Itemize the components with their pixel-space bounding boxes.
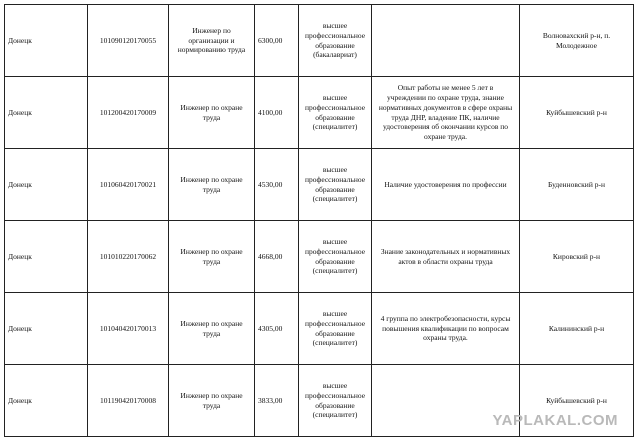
vacancy-code-cell: 101060420170021	[88, 149, 169, 221]
position-cell	[169, 77, 255, 149]
position-line: труда	[202, 400, 221, 410]
requirements-line: нормативных документов в сфере охраны	[378, 102, 513, 112]
vacancy-code-cell: 101090120170055	[88, 5, 169, 77]
vacancy-code-cell: 101200420170009	[88, 77, 169, 149]
table-row	[5, 293, 634, 365]
education-line: высшее	[322, 20, 348, 30]
position-cell	[169, 5, 255, 77]
requirements-cell	[372, 77, 520, 149]
salary-cell: 4530,00	[255, 149, 299, 221]
education-line: (специалитет)	[312, 122, 358, 132]
city-cell: Донецк	[5, 221, 88, 293]
education-cell	[299, 149, 372, 221]
district-cell	[520, 5, 634, 77]
requirements-line: Знание законодательных и нормативных	[380, 246, 511, 256]
position-line: Инженер по охране	[180, 390, 243, 400]
district-line: Молодежное	[556, 40, 597, 50]
education-line: высшее	[322, 380, 348, 390]
education-line: профессиональное	[304, 246, 366, 256]
table-body	[5, 5, 634, 437]
education-line: образование	[315, 328, 355, 338]
district-cell	[520, 221, 634, 293]
position-cell	[169, 293, 255, 365]
district-line: Куйбышевский р-н	[546, 395, 607, 405]
position-line: нормированию труда	[177, 45, 246, 55]
city-cell: Донецк	[5, 77, 88, 149]
city-cell: Донецк	[5, 365, 88, 437]
district-line: Кировский р-н	[552, 251, 601, 261]
requirements-line: труда ДНР, владение ПК, наличие	[391, 112, 500, 122]
site-watermark: YAPLAKAL.COM	[492, 412, 618, 429]
education-line: профессиональное	[304, 318, 366, 328]
district-line: Волновахский р-н, п.	[542, 30, 611, 40]
table-row	[5, 5, 634, 77]
requirements-line: охране труда.	[424, 132, 467, 142]
position-cell	[169, 221, 255, 293]
education-line: профессиональное	[304, 390, 366, 400]
position-line: труда	[202, 256, 221, 266]
education-line: образование	[315, 112, 355, 122]
position-cell	[169, 149, 255, 221]
education-line: профессиональное	[304, 102, 366, 112]
position-line: организации и	[188, 35, 235, 45]
district-line: Калининский р-н	[548, 323, 605, 333]
education-cell	[299, 5, 372, 77]
vacancy-code-cell: 101040420170013	[88, 293, 169, 365]
position-line: Инженер по охране	[180, 174, 243, 184]
city-cell: Донецк	[5, 5, 88, 77]
education-line: профессиональное	[304, 30, 366, 40]
education-line: (бакалавриат)	[313, 50, 357, 60]
education-line: образование	[315, 40, 355, 50]
requirements-cell	[372, 5, 520, 77]
education-cell	[299, 221, 372, 293]
position-line: труда	[202, 112, 221, 122]
education-cell	[299, 293, 372, 365]
education-cell	[299, 365, 372, 437]
position-line: Инженер по охране	[180, 318, 243, 328]
requirements-cell	[372, 221, 520, 293]
requirements-line: Опыт работы не менее 5 лет в	[397, 83, 494, 93]
position-cell	[169, 365, 255, 437]
education-line: (специалитет)	[312, 410, 358, 420]
city-cell: Донецк	[5, 293, 88, 365]
vacancy-code-cell: 101190420170008	[88, 365, 169, 437]
position-line: труда	[202, 328, 221, 338]
requirements-line: охраны труда.	[423, 333, 468, 343]
position-line: труда	[202, 184, 221, 194]
requirements-line: повышения квалификации по вопросам	[382, 323, 509, 333]
requirements-line: удостоверения об окончании курсов по	[382, 122, 509, 132]
requirements-cell	[372, 149, 520, 221]
requirements-line: 4 группа по электробезопасности, курсы	[380, 313, 511, 323]
district-cell	[520, 149, 634, 221]
requirements-line: Наличие удостоверения по профессии	[384, 179, 507, 189]
position-line: Инженер по охране	[180, 246, 243, 256]
district-cell	[520, 77, 634, 149]
education-line: (специалитет)	[312, 194, 358, 204]
education-line: образование	[315, 184, 355, 194]
salary-cell: 4668,00	[255, 221, 299, 293]
city-cell: Донецк	[5, 149, 88, 221]
table-row	[5, 221, 634, 293]
table-row	[5, 149, 634, 221]
district-cell	[520, 293, 634, 365]
education-line: высшее	[322, 92, 348, 102]
education-line: высшее	[322, 236, 348, 246]
district-line: Куйбышевский р-н	[546, 107, 607, 117]
education-line: (специалитет)	[312, 338, 358, 348]
education-line: образование	[315, 256, 355, 266]
education-line: профессиональное	[304, 174, 366, 184]
requirements-line: учреждении по охране труда, знание	[387, 92, 504, 102]
education-line: образование	[315, 400, 355, 410]
salary-cell: 6300,00	[255, 5, 299, 77]
education-cell	[299, 77, 372, 149]
salary-cell: 4100,00	[255, 77, 299, 149]
requirements-cell	[372, 293, 520, 365]
requirements-line: актов в области охраны труда	[398, 256, 493, 266]
vacancies-table	[4, 4, 634, 437]
district-line: Буденновский р-н	[548, 179, 605, 189]
position-line: Инженер по	[192, 25, 231, 35]
vacancy-code-cell: 101010220170062	[88, 221, 169, 293]
table-row	[5, 77, 634, 149]
education-line: высшее	[322, 308, 348, 318]
position-line: Инженер по охране	[180, 102, 243, 112]
education-line: (специалитет)	[312, 266, 358, 276]
salary-cell: 4305,00	[255, 293, 299, 365]
education-line: высшее	[322, 164, 348, 174]
salary-cell: 3833,00	[255, 365, 299, 437]
